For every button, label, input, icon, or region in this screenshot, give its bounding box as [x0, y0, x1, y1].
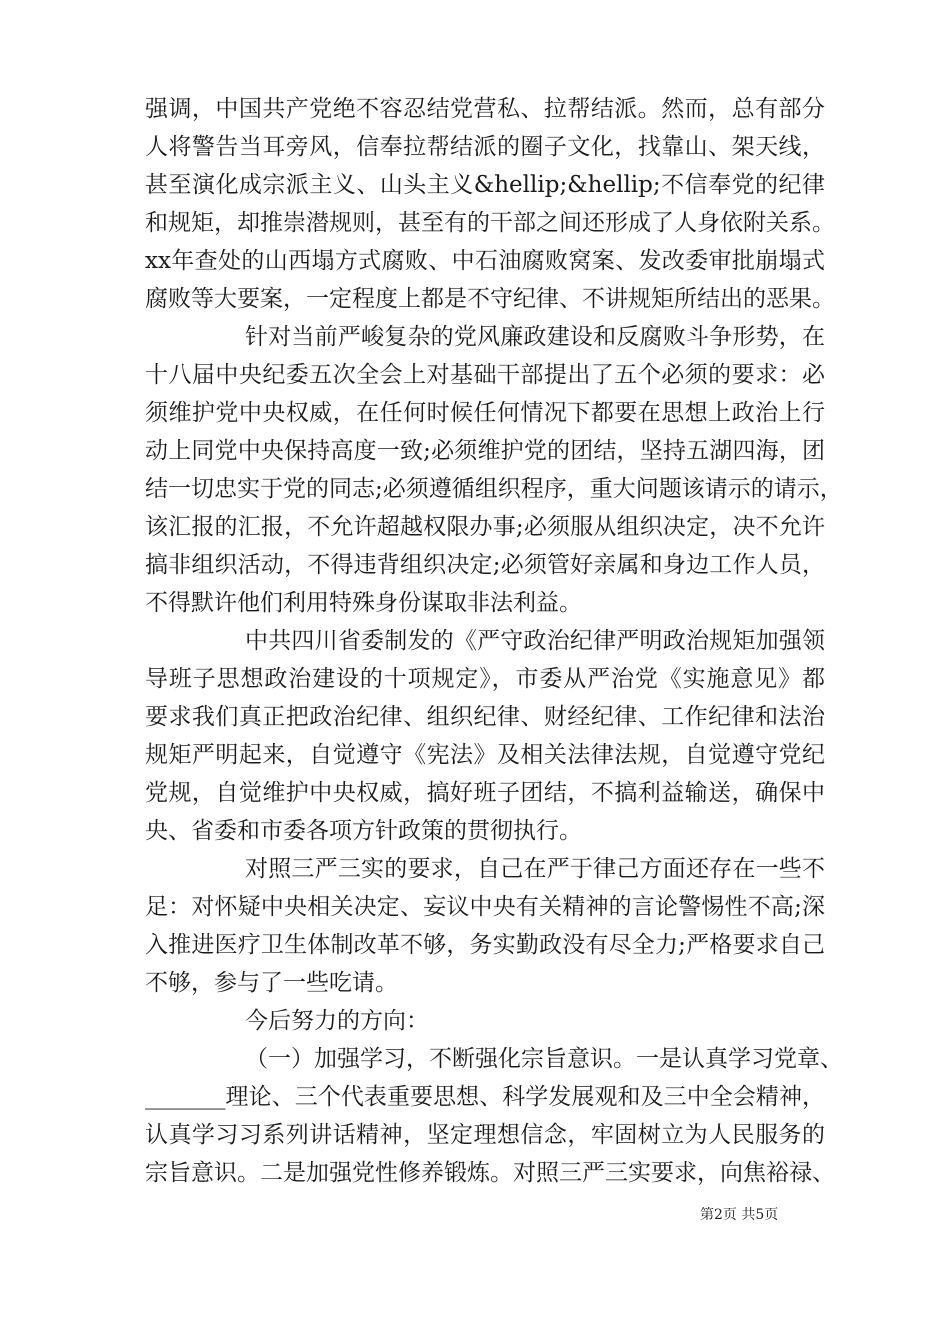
text-line: 要求我们真正把政治纪律、组织纪律、财经纪律、工作纪律和法治	[145, 704, 825, 730]
paragraph-first-line: 中共四川省委制发的《严守政治纪律严明政治规矩加强领	[245, 628, 825, 654]
text-line: 导班子思想政治建设的十项规定》，市委从严治党《实施意见》都	[145, 666, 825, 692]
page-number: 第2页 共5页	[700, 1207, 779, 1223]
section-heading: 今后努力的方向：	[245, 1008, 429, 1034]
paragraph-first-line: 对照三严三实的要求，自己在严于律己方面还存在一些不	[245, 856, 825, 882]
text-line: _______理论、三个代表重要思想、科学发展观和及三中全会精神，	[145, 1084, 825, 1110]
text-line: xx年查处的山西塌方式腐败、中石油腐败窝案、发改委审批崩塌式	[145, 248, 825, 274]
text-line: 动上同党中央保持高度一致;必须维护党的团结，坚持五湖四海，团	[145, 438, 825, 464]
text-line: 人将警告当耳旁风，信奉拉帮结派的圈子文化，找靠山、架天线，	[145, 134, 825, 160]
text-line: 不够，参与了一些吃请。	[145, 970, 398, 996]
text-line: 规矩严明起来，自觉遵守《宪法》及相关法律法规，自觉遵守党纪	[145, 742, 825, 768]
text-line: 结一切忠实于党的同志;必须遵循组织程序，重大问题该请示的请示，	[145, 476, 843, 502]
text-line: 足：对怀疑中央相关决定、妄议中央有关精神的言论警惕性不高;深	[145, 894, 825, 920]
text-line: 十八届中央纪委五次全会上对基础干部提出了五个必须的要求：必	[145, 362, 825, 388]
text-line: 甚至演化成宗派主义、山头主义&hellip;&hellip;不信奉党的纪律	[145, 172, 825, 198]
paragraph-first-line: （一）加强学习，不断强化宗旨意识。一是认真学习党章、	[245, 1046, 843, 1072]
text-line: 认真学习习系列讲话精神，坚定理想信念，牢固树立为人民服务的	[145, 1122, 825, 1148]
text-line: 强调，中国共产党绝不容忍结党营私、拉帮结派。然而，总有部分	[145, 96, 825, 122]
text-line: 入推进医疗卫生体制改革不够，务实勤政没有尽全力;严格要求自己	[145, 932, 825, 958]
text-line: 和规矩，却推崇潜规则，甚至有的干部之间还形成了人身依附关系。	[145, 210, 835, 236]
paragraph-first-line: 针对当前严峻复杂的党风廉政建设和反腐败斗争形势，在	[245, 324, 825, 350]
text-line: 须维护党中央权威，在任何时候任何情况下都要在思想上政治上行	[145, 400, 825, 426]
text-line: 搞非组织活动，不得违背组织决定;必须管好亲属和身边工作人员，	[145, 552, 825, 578]
text-line: 不得默许他们利用特殊身份谋取非法利益。	[145, 590, 582, 616]
text-line: 宗旨意识。二是加强党性修养锻炼。对照三严三实要求，向焦裕禄、	[145, 1160, 835, 1186]
text-line: 该汇报的汇报，不允许超越权限办事;必须服从组织决定，决不允许	[145, 514, 825, 540]
text-line: 央、省委和市委各项方针政策的贯彻执行。	[145, 818, 582, 844]
text-line: 党规，自觉维护中央权威，搞好班子团结，不搞利益输送，确保中	[145, 780, 825, 806]
text-line: 腐败等大要案，一定程度上都是不守纪律、不讲规矩所结出的恶果。	[145, 286, 835, 312]
